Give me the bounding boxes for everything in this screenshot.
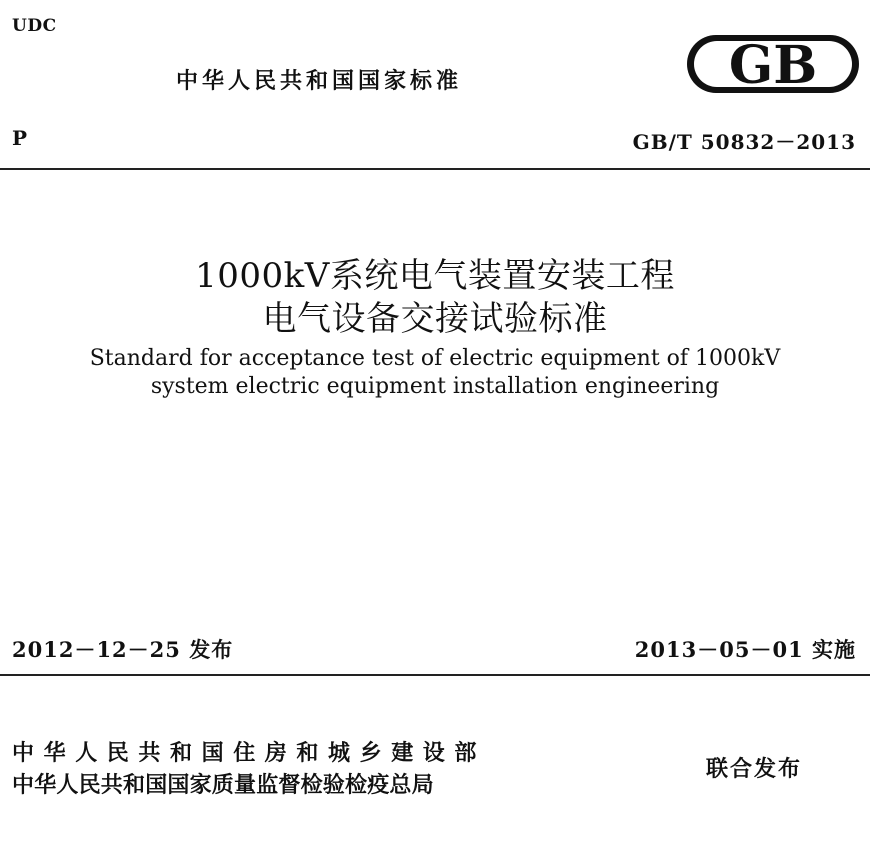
bottom-divider xyxy=(0,674,870,676)
title-chinese-line2: 电气设备交接试验标准 xyxy=(262,299,608,339)
standard-number: GB/T 50832－2013 xyxy=(632,130,856,154)
top-divider xyxy=(0,168,870,170)
gb-logo xyxy=(686,34,860,94)
udc-label: UDC xyxy=(12,16,57,36)
national-standard-heading: 中华人民共和国国家标准 xyxy=(176,69,463,94)
title-english-line2: system electric equipment installation engineering xyxy=(150,374,720,399)
issuer-ministry: 中华人民共和国住房和城乡建设部 xyxy=(12,741,487,766)
issuer-aqsiq: 中华人民共和国国家质量监督检验检疫总局 xyxy=(12,773,434,798)
joint-release-label: 联合发布 xyxy=(706,757,803,782)
classification-code: P xyxy=(12,126,28,150)
issue-date: 2012－12－25 发布 xyxy=(12,637,234,662)
gb-logo-text: GB xyxy=(728,35,818,94)
title-chinese-line1: 1000kV系统电气装置安装工程 xyxy=(195,256,675,296)
title-english-line1: Standard for acceptance test of electric equipment of 1000kV xyxy=(89,346,781,371)
implementation-date: 2013－05－01 实施 xyxy=(634,637,856,662)
